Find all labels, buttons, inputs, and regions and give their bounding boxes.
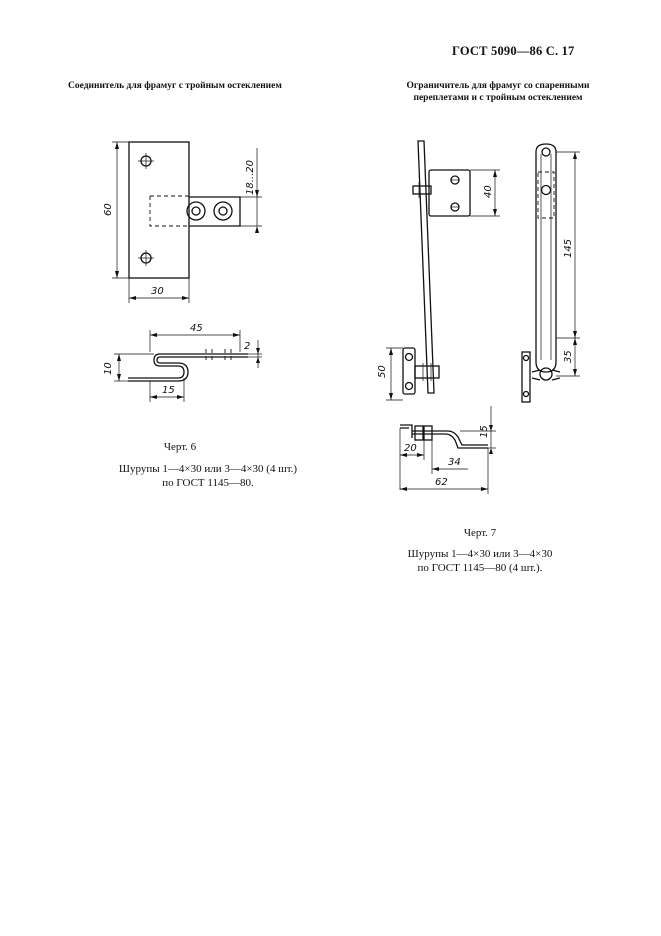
fig7-note bbox=[385, 547, 575, 575]
fig6-note-line2: по ГОСТ 1145—80. bbox=[162, 477, 254, 489]
fig6-caption: Черт. 6 bbox=[163, 441, 197, 453]
svg-text:62: 62 bbox=[435, 477, 448, 488]
page-header: ГОСТ 5090—86 С. 17 bbox=[452, 44, 575, 58]
svg-text:20: 20 bbox=[404, 443, 417, 454]
fig7-title-line2: переплетами и с тройным остеклением bbox=[413, 93, 583, 103]
fig7-plan-plate bbox=[400, 425, 412, 438]
svg-text:34: 34 bbox=[448, 457, 461, 468]
svg-text:18...20: 18...20 bbox=[245, 160, 256, 195]
svg-text:50: 50 bbox=[377, 365, 388, 378]
svg-text:40: 40 bbox=[483, 185, 494, 198]
svg-text:145: 145 bbox=[563, 238, 574, 258]
svg-text:2: 2 bbox=[244, 341, 251, 352]
svg-text:30: 30 bbox=[151, 286, 164, 297]
fig7-note-line1: Шурупы 1—4×30 или 3—4×30 bbox=[407, 548, 553, 560]
fig7-caption: Черт. 7 bbox=[463, 527, 497, 539]
fig7-dim-15 bbox=[460, 406, 496, 454]
svg-text:10: 10 bbox=[103, 362, 114, 375]
svg-text:15: 15 bbox=[479, 425, 490, 438]
fig7-title-line1: Ограничитель для фрамуг со спаренными bbox=[406, 81, 590, 91]
svg-text:60: 60 bbox=[103, 203, 114, 216]
svg-text:45: 45 bbox=[190, 323, 203, 334]
fig6-note-line1: Шурупы 1—4×30 или 3—4×30 (4 шт.) bbox=[118, 463, 298, 475]
svg-text:15: 15 bbox=[162, 385, 175, 396]
svg-text:35: 35 bbox=[563, 350, 574, 363]
fig7-note-line2: по ГОСТ 1145—80 (4 шт.). bbox=[417, 562, 543, 574]
fig6-title: Соединитель для фрамуг с тройным остеклением bbox=[68, 81, 282, 91]
